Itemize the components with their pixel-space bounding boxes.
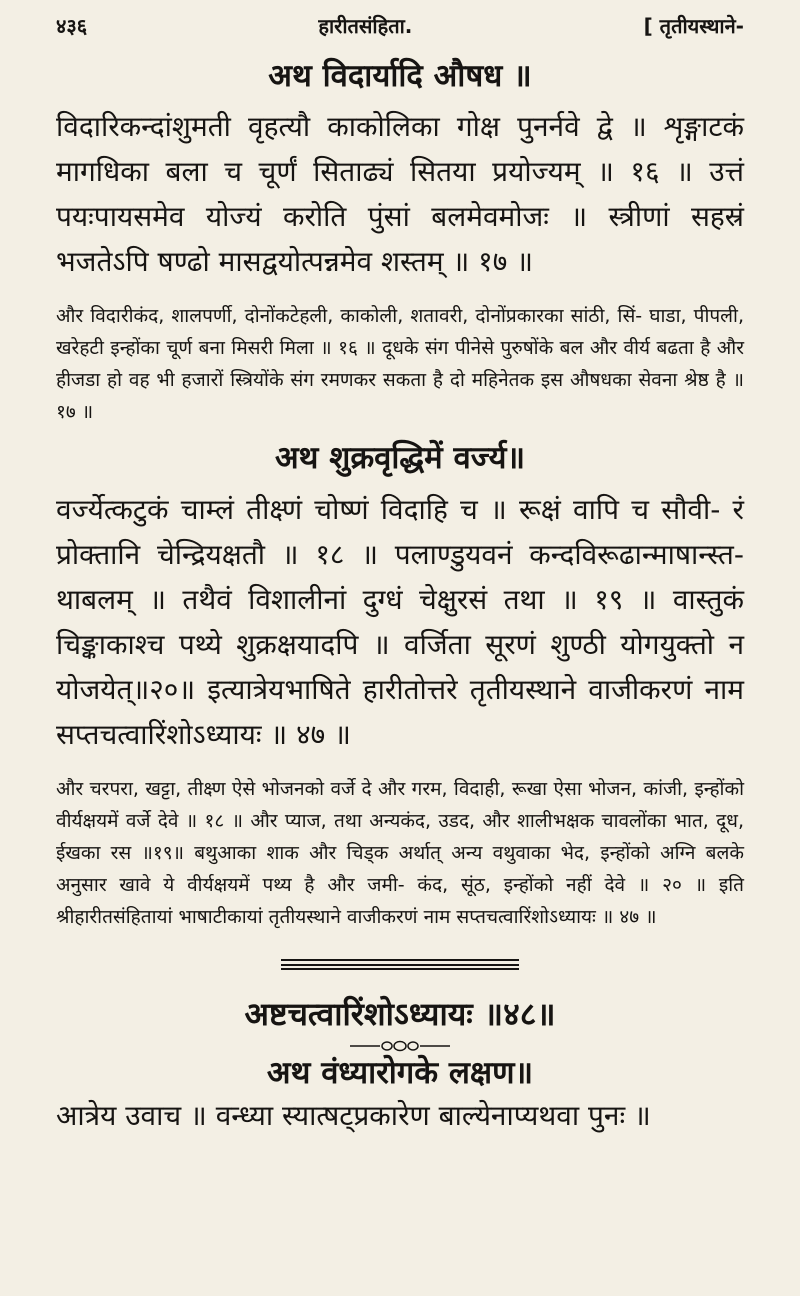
section-label: [ तृतीयस्थाने- (643, 14, 744, 38)
sanskrit-verse-opening: आत्रेय उवाच ॥ वन्ध्या स्यात्षट्प्रकारेण बाल्येनाप्यथवा पुनः ॥ (56, 1098, 651, 1132)
section-heading-vandhya: अथ वंध्यारोगके लक्षण॥ (266, 1054, 534, 1091)
hindi-commentary-18-20: और चरपरा, खट्टा, तीक्ष्ण ऐसे भोजनको वर्जे दे और गरम, विदाही, रूखा ऐसा भोजन, कांजी, इन्होंको वीर्यक्षयमें वर्जे देवे ॥ १८ ॥ और प्याज, तथा अन्यकंद, उडद, और शालीभक्षक चावलोंका भात, दूध, ईखका रस ॥१९॥ बथुआका शाक और चिड्क अर्थात् अन्य वथुवाका भेद, इन्होंको अग्नि बलके अनुसार खावे ये वीर्यक्षयमें पथ्य है और जमी- कंद, सूंठ, इन्होंको नहीं देवे ॥ २० ॥ इति श्रीहारीतसंहितायां भाषाटीकायां तृतीयस्थाने वाजीकरणं नाम सप्तचत्वारिंशोऽध्यायः ॥ ४७ ॥ (56, 777, 744, 928)
chapter-title: अष्टचत्वारिंशोऽध्यायः ॥४८॥ (244, 994, 556, 1033)
section-heading-shukravriddhi: अथ शुक्रवृद्धिमें वर्ज्य॥ (274, 440, 526, 477)
sanskrit-verse-18-20: वर्ज्येत्कटुकं चाम्लं तीक्ष्णं चोष्णं विदाहि च ॥ रूक्षं वापि च सौवी- रं प्रोक्तानि चेन्द्रियक्षतौ ॥ १८ ॥ पलाण्डुयवनं कन्दविरूढान्माषान्स्त- थाबलम् ॥ तथैवं विशालीनां दुग्धं चेक्षुरसं तथा ॥ १९ ॥ वास्तुकं चिङ्काकाश्च पथ्ये शुक्रक्षयादपि ॥ वर्जिता सूरणं शुण्ठी योगयुक्तो न योजयेत्॥२०॥ इत्यात्रेयभाषिते हारीतोत्तरे तृतीयस्थाने वाजीकरणं नाम सप्तचत्वारिंशोऽध्यायः ॥ ४७ ॥ (56, 492, 744, 751)
section-heading-vidaryadi: अथ विदार्यादि औषध ॥ (268, 58, 532, 94)
running-header (56, 12, 744, 56)
ornament-divider (56, 1039, 744, 1053)
chapter-divider (56, 959, 744, 970)
page-number: ४३६ (56, 14, 88, 38)
divider-rule (281, 959, 519, 970)
book-title: हारीतसंहिता. (318, 14, 413, 38)
ornament-icon (350, 1039, 450, 1053)
sanskrit-verse-16-17: विदारिकन्दांशुमती वृहत्यौ काकोलिका गोक्ष पुनर्नवे द्वे ॥ शृङ्गाटकं मागधिका बला च चूर्णं सिताढ्यं सितया प्रयोज्यम् ॥ १६ ॥ उत्तं पयःपायसमेव योज्यं करोति पुंसां बलमेवमोजः ॥ स्त्रीणां सहस्रं भजतेऽपि षण्ढो मासद्वयोत्पन्नमेव शस्तम् ॥ १७ ॥ (56, 110, 744, 279)
hindi-commentary-16-17: और विदारीकंद, शालपर्णी, दोनोंकटेहली, काकोली, शतावरी, दोनोंप्रकारका सांठी, सिं- घाडा, पीपली, खरेहटी इन्होंका चूर्ण बना मिसरी मिला ॥ १६ ॥ दूधके संग पीनेसे पुरुषोंके बल और वीर्य बढता है और हीजडा हो वह भी हजारों स्त्रियोंके संग रमणकर सकता है दो महिनेतक इस औषधका सेवना श्रेष्ठ है ॥ १७ ॥ (56, 305, 744, 424)
